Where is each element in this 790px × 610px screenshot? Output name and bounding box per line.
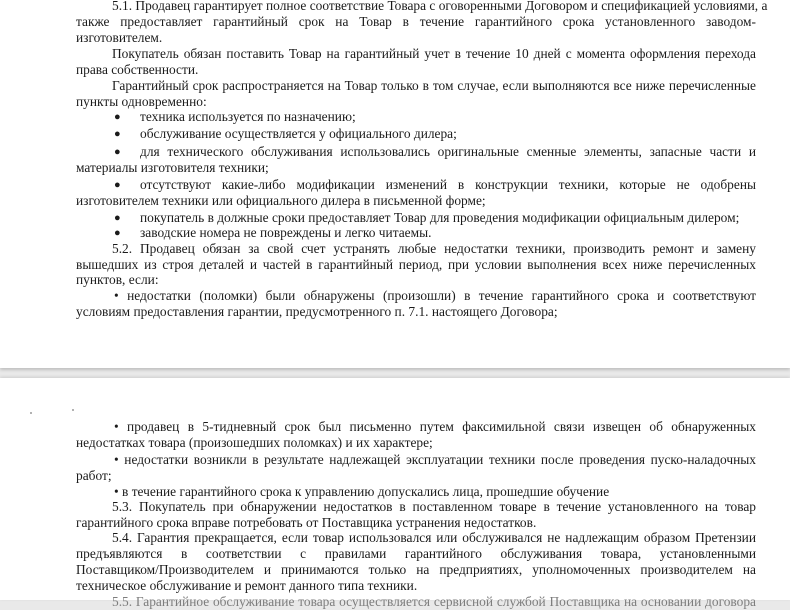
clause-5-2-line-2: вышедших из строя деталей и частей в гарантийный период, при условии выполнения всех ниже перечисленных bbox=[76, 257, 756, 272]
clause-5-2-item-1-line-1: • недостатки (поломки) были обнаружены (произошли) в течение гарантийного срока и соответствуют bbox=[114, 288, 756, 303]
condition-item-2: обслуживание осуществляется у официального дилера; bbox=[140, 126, 457, 141]
condition-item-3-line-2: материалы изготовителя техники; bbox=[76, 160, 269, 175]
scan-speck bbox=[72, 409, 74, 411]
clause-5-2-line-1: 5.2. Продавец обязан за свой счет устранять любые недостатки техники, производить ремонт и замену bbox=[112, 241, 756, 256]
clause-5-4-line-2: предъявляются в соответствии с правилами гарантийного обслуживания товара, установленными bbox=[76, 546, 756, 561]
clause-5-1-line-2: также предоставляет гарантийный срок на Товар в течение гарантийного срока установленного заводом- bbox=[76, 14, 756, 29]
notification-item-line-2: недостатках товара (произошедших поломках) и их характере; bbox=[76, 435, 433, 450]
registration-paragraph-line-1: Покупатель обязан поставить Товар на гарантийный учет в течение 10 дней с момента оформления перехода bbox=[112, 46, 756, 61]
clause-5-1-line-1: 5.1. Продавец гарантирует полное соответствие Товара с оговоренными Договором и спецификацией условиями, а bbox=[112, 0, 768, 13]
scan-speck bbox=[30, 412, 32, 414]
clause-5-4-line-1: 5.4. Гарантия прекращается, если товар использовался или обслуживался не надлежащим образом Претензии bbox=[112, 530, 756, 545]
notification-item-line-1: • продавец в 5-тидневный срок был письменно путем факсимильной связи извещен об обнаруженных bbox=[114, 419, 756, 434]
bullet-icon: ● bbox=[114, 179, 121, 191]
condition-item-4-line-1: отсутствуют какие-либо модификации изменений в конструкции техники, которые не одобрены bbox=[140, 177, 756, 192]
operation-item-line-2: работ; bbox=[76, 468, 112, 483]
clause-5-5-partial-line: 5.5. Гарантийное обслуживание товара осуществляется сервисной службой Поставщика на основании договора bbox=[112, 594, 756, 609]
clause-5-3-line-2: гарантийного срока вправе потребовать от Поставщика устранения недостатков. bbox=[76, 515, 537, 530]
bullet-icon: ● bbox=[114, 146, 121, 158]
clause-5-3-line-1: 5.3. Покупатель при обнаружении недостатков в поставленном товаре в течение установленного на товар bbox=[112, 499, 756, 514]
document-page-2 bbox=[0, 378, 790, 609]
clause-5-2-item-1-line-2: условиям предоставления гарантии, предусмотренного п. 7.1. настоящего Договора; bbox=[76, 304, 558, 319]
trained-operators-item: • в течение гарантийного срока к управлению допускались лица, прошедшие обучение bbox=[114, 484, 610, 499]
bullet-icon: ● bbox=[114, 111, 121, 123]
conditions-paragraph-line-2: пункты одновременно: bbox=[76, 94, 207, 109]
conditions-paragraph-line-1: Гарантийный срок распространяется на Товар только в том случае, если выполняются все ниже перечисленные bbox=[112, 78, 756, 93]
condition-item-6: заводские номера не повреждены и легко читаемы. bbox=[140, 225, 432, 240]
registration-paragraph-line-2: права собственности. bbox=[76, 62, 199, 77]
condition-item-3-line-1: для технического обслуживания использовались оригинальные сменные элементы, запасные части и bbox=[140, 144, 756, 159]
bullet-icon: ● bbox=[114, 227, 121, 239]
clause-5-1-line-3: изготовителем. bbox=[76, 30, 163, 45]
bullet-icon: ● bbox=[114, 128, 121, 140]
condition-item-5: покупатель в должные сроки предоставляет Товар для проведения модификации официальным дилером; bbox=[140, 210, 740, 225]
condition-item-1: техника используется по назначению; bbox=[140, 109, 356, 124]
clause-5-4-line-4: техническое обслуживание и ремонт данного типа техники. bbox=[76, 578, 418, 593]
clause-5-2-line-3: пунктов, если: bbox=[76, 272, 159, 287]
condition-item-4-line-2: изготовителем техники или официального дилера в письменной форме; bbox=[76, 193, 486, 208]
operation-item-line-1: • недостатки возникли в результате надлежащей эксплуатации техники после проведения пуско-наладочных bbox=[114, 452, 756, 467]
bullet-icon: ● bbox=[114, 212, 121, 224]
clause-5-4-line-3: Поставщиком/Производителем и принимаются только на предприятиях, уполномоченных производителем на bbox=[76, 562, 756, 577]
